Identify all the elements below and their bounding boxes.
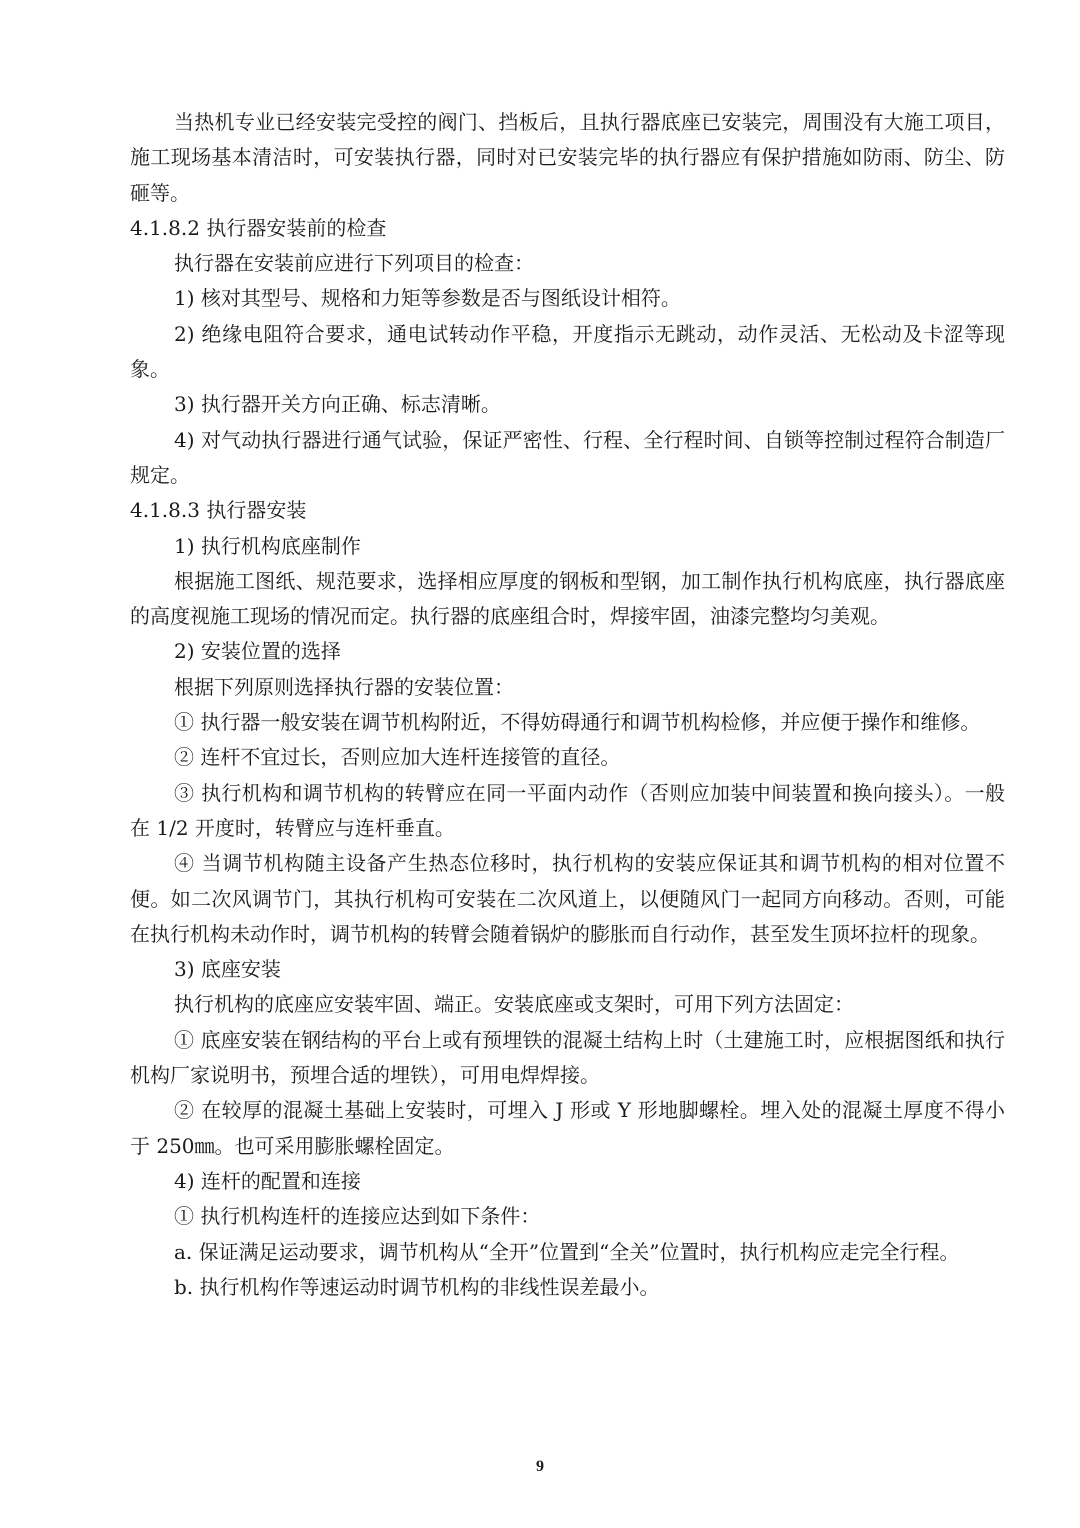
list-item: b. 执行机构作等速运动时调节机构的非线性误差最小。 bbox=[174, 1274, 660, 1299]
page-number: 9 bbox=[536, 1458, 544, 1475]
list-item: ② 连杆不宜过长，否则应加大连杆连接管的直径。 bbox=[174, 745, 621, 770]
subsection-heading: 4) 连杆的配置和连接 bbox=[174, 1168, 361, 1193]
paragraph: 执行器在安装前应进行下列项目的检查： bbox=[174, 251, 534, 276]
section-heading: 4.1.8.2 执行器安装前的检查 bbox=[130, 215, 387, 240]
list-item: ① 执行机构连杆的连接应达到如下条件： bbox=[174, 1204, 541, 1229]
list-item: ③ 执行机构和调节机构的转臂应在同一平面内动作（否则应加装中间装置和换向接头）。一般在 1/2 开度时，转臂应与连杆垂直。 bbox=[130, 780, 1005, 840]
list-item: ① 执行器一般安装在调节机构附近，不得妨碍通行和调节机构检修，并应便于操作和维修。 bbox=[174, 710, 981, 735]
list-item: 4) 对气动执行器进行通气试验，保证严密性、行程、全行程时间、自锁等控制过程符合制造厂规定。 bbox=[130, 427, 1005, 487]
list-item: ④ 当调节机构随主设备产生热态位移时，执行机构的安装应保证其和调节机构的相对位置不便。如二次风调节门，其执行机构可安装在二次风道上，以便随风门一起同方向移动。否则，可能在执行机构未动作时，调节机构的转臂会随着锅炉的膨胀而自行动作，甚至发生顶坏拉杆的现象。 bbox=[130, 851, 1005, 946]
section-heading: 4.1.8.3 执行器安装 bbox=[130, 498, 307, 523]
list-item: ① 底座安装在钢结构的平台上或有预埋铁的混凝土结构上时（土建施工时，应根据图纸和执行机构厂家说明书，预埋合适的埋铁），可用电焊焊接。 bbox=[130, 1027, 1005, 1088]
subsection-heading: 2) 安装位置的选择 bbox=[174, 639, 341, 664]
paragraph: 根据下列原则选择执行器的安装位置： bbox=[174, 674, 514, 699]
paragraph: 执行机构的底座应安装牢固、端正。安装底座或支架时，可用下列方法固定： bbox=[174, 992, 854, 1017]
list-item: 2) 绝缘电阻符合要求，通电试转动作平稳，开度指示无跳动，动作灵活、无松动及卡涩等现象。 bbox=[130, 321, 1005, 382]
list-item: ② 在较厚的混凝土基础上安装时，可埋入 J 形或 Y 形地脚螺栓。埋入处的混凝土厚度不得小于 250㎜。也可采用膨胀螺栓固定。 bbox=[130, 1098, 1005, 1158]
list-item: a. 保证满足运动要求，调节机构从“全开”位置到“全关”位置时，执行机构应走完全行程。 bbox=[174, 1239, 960, 1264]
list-item: 1) 核对其型号、规格和力矩等参数是否与图纸设计相符。 bbox=[174, 286, 681, 311]
paragraph: 根据施工图纸、规范要求，选择相应厚度的钢板和型钢，加工制作执行机构底座，执行器底座的高度视施工现场的情况而定。执行器的底座组合时，焊接牢固，油漆完整均匀美观。 bbox=[130, 568, 1005, 629]
subsection-heading: 1) 执行机构底座制作 bbox=[174, 533, 361, 558]
subsection-heading: 3) 底座安装 bbox=[174, 957, 281, 982]
document-body bbox=[130, 105, 1005, 1305]
paragraph: 当热机专业已经安装完受控的阀门、挡板后，且执行器底座已安装完，周围没有大施工项目，施工现场基本清洁时，可安装执行器，同时对已安装完毕的执行器应有保护措施如防雨、防尘、防砸等。 bbox=[130, 110, 1005, 205]
list-item: 3) 执行器开关方向正确、标志清晰。 bbox=[174, 392, 501, 417]
